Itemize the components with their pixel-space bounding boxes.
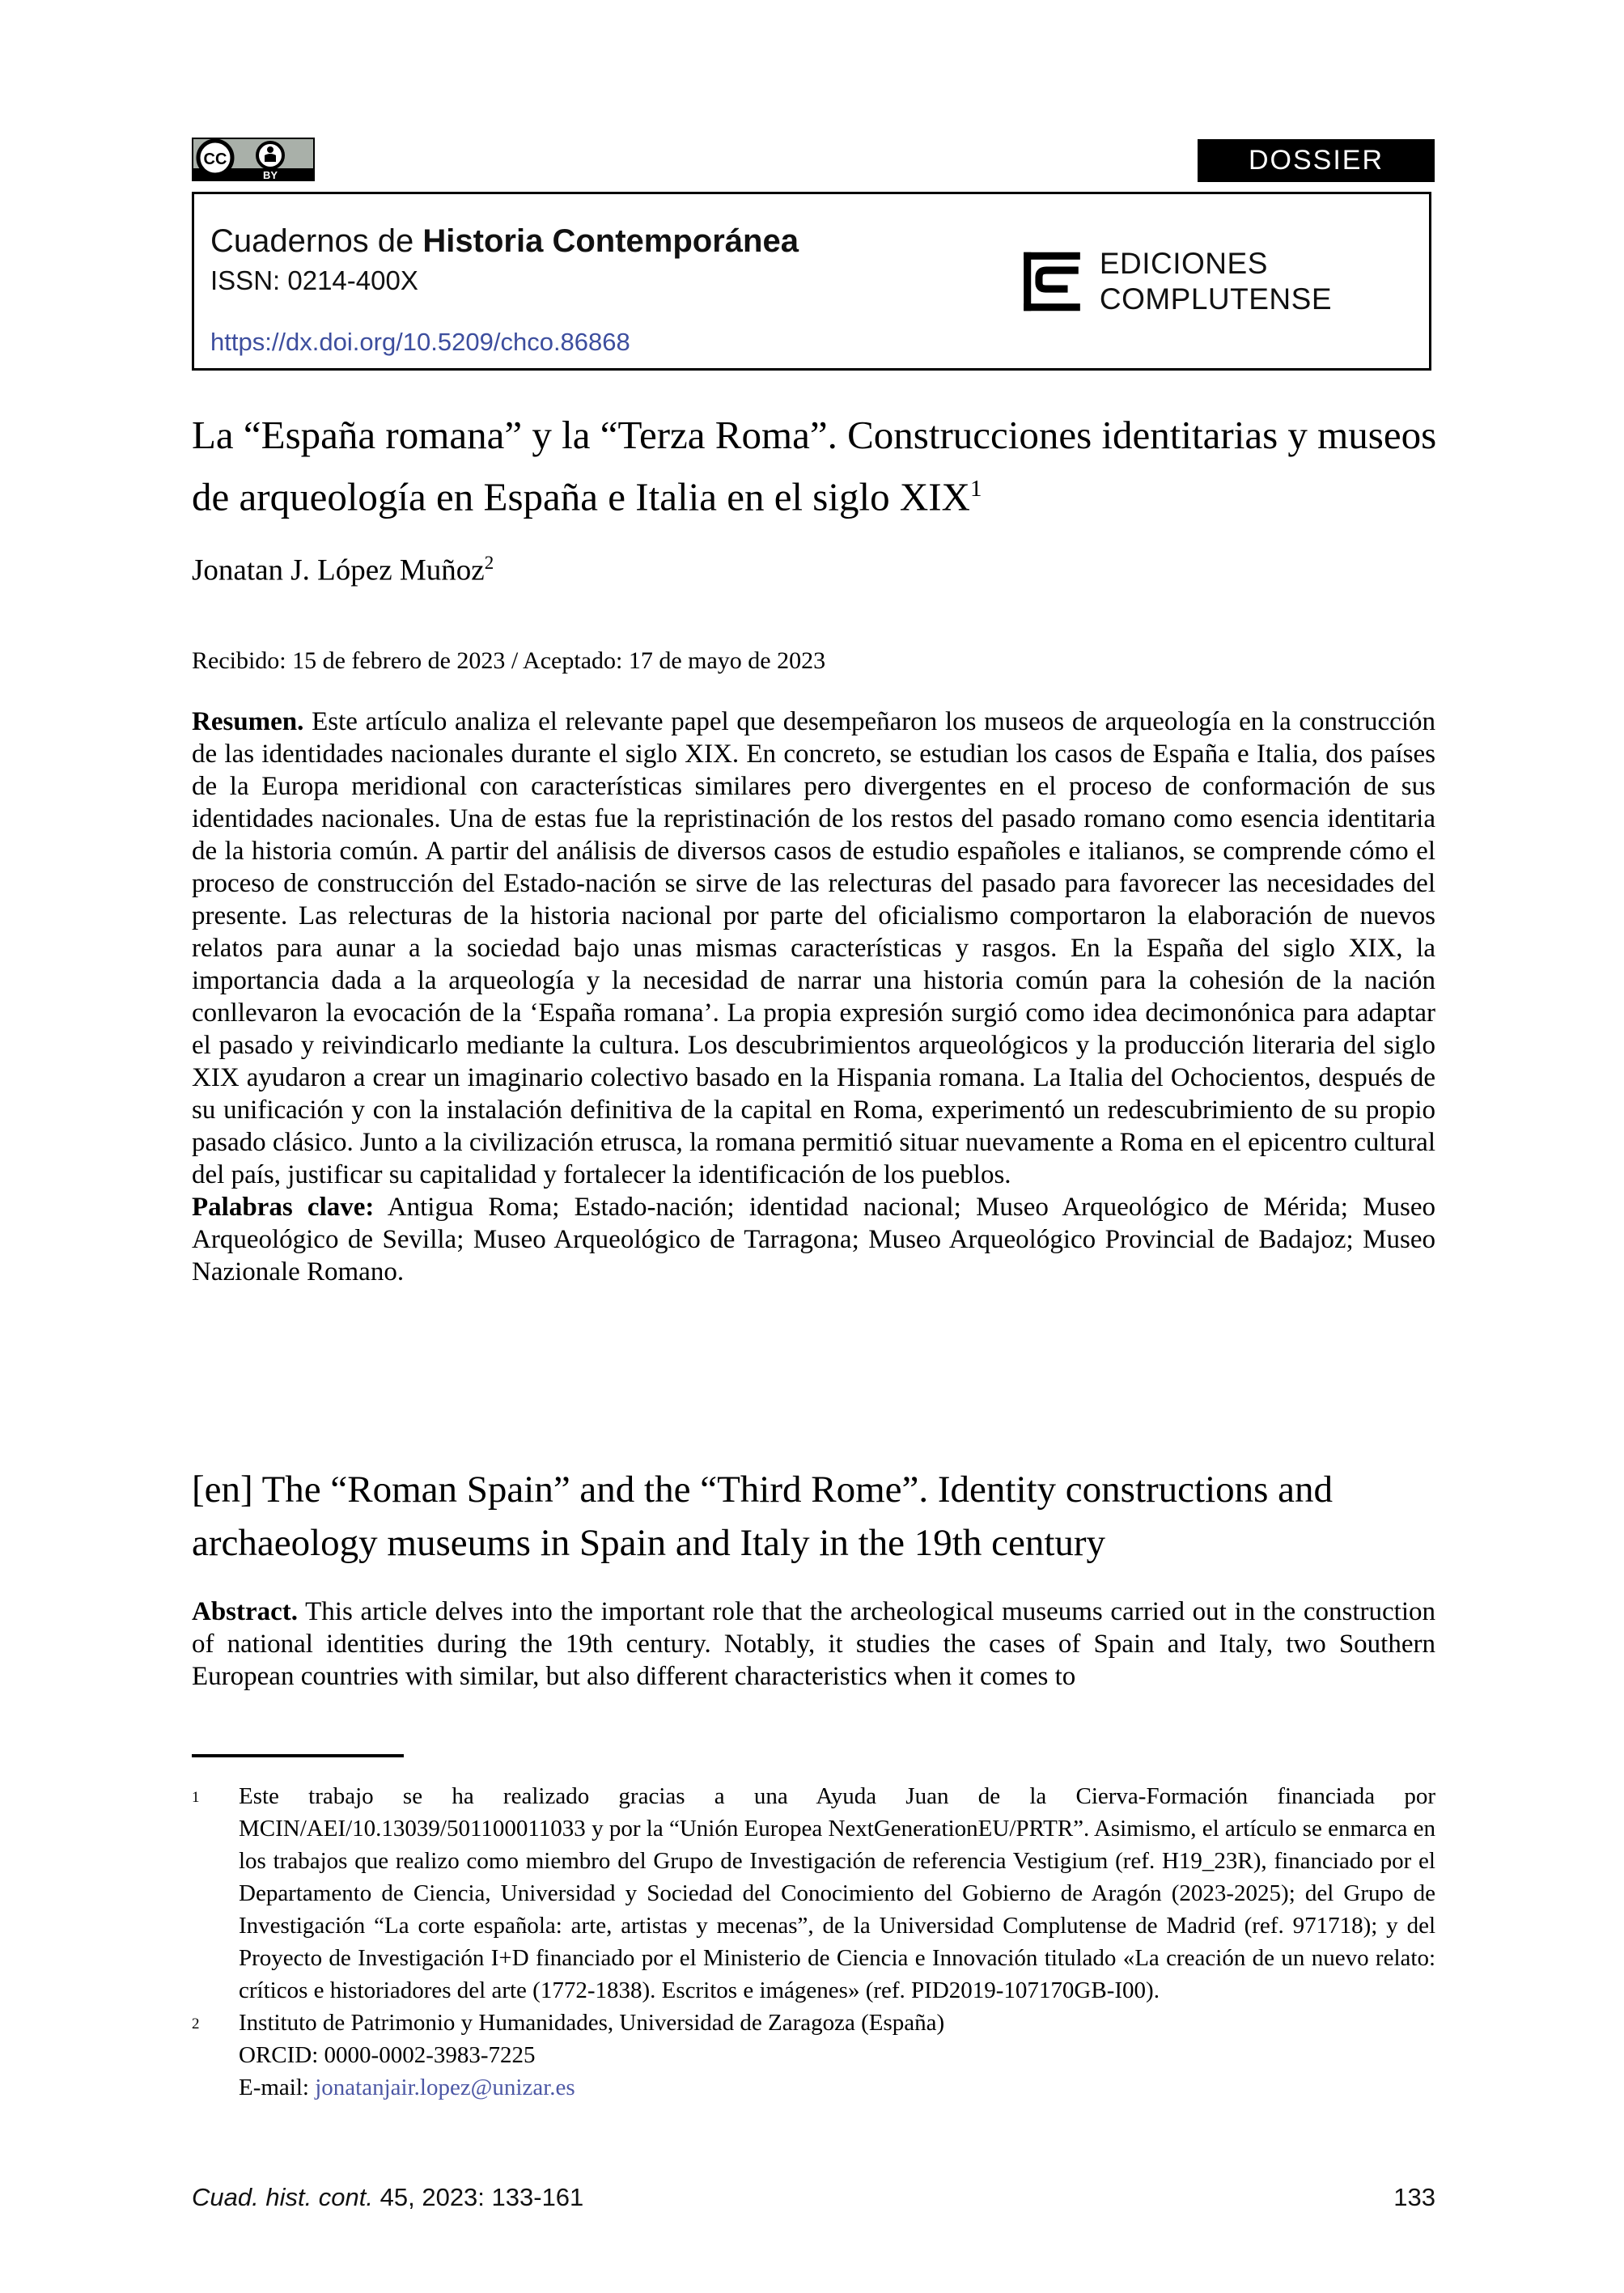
abstract-label: Abstract. xyxy=(192,1597,299,1626)
footnote-1-marker: 1 xyxy=(192,1789,200,1806)
cc-icon xyxy=(198,141,232,175)
orcid-line: ORCID: 0000-0002-3983-7225 xyxy=(239,2042,536,2068)
doi-link[interactable]: https://dx.doi.org/10.5209/chco.86868 xyxy=(210,328,630,356)
english-title: [en] The “Roman Spain” and the “Third Rome”. Identity constructions and archaeology museums in Spain and Italy in the 19th century xyxy=(192,1469,1334,1564)
received-accepted-line: Recibido: 15 de febrero de 2023 / Aceptado: 17 de mayo de 2023 xyxy=(192,647,826,674)
palabras-clave-label: Palabras clave: xyxy=(192,1193,375,1222)
article-title: La “España romana” y la “Terza Roma”. Construcciones identitarias y museos de arqueología en España e Italia en el siglo XIX$^1$ xyxy=(192,413,1437,519)
abstract-paragraph: Abstract. This article delves into the important role that the archeological museums carried out in the construction of national identities during the 19th century. Notably, it studies the cases of Spain and Italy, two Southern European countries with similar, but also different characteristics when it comes to xyxy=(192,1597,1435,1691)
resumen-paragraph: Resumen. Este artículo analiza el relevante papel que desempeñaron los museos de arqueología en la construcción de las identidades nacionales durante el siglo XIX. En concreto, se estudian los casos de España e Italia, dos países de la Europa meridional con características similares pero divergentes en el proceso de conformación de sus identidades nacionales. Una de estas fue la repristinación de los restos del pasado romano como esencia identitaria de la historia común. A partir del análisis de diversos casos de estudio españoles e italianos, se comprende cómo el proceso de construcción del Estado-nación se sirve de las relecturas del pasado para favorecer las necesidades del presente. Las relecturas de la historia nacional por parte del oficialismo comportaron la elaboración de nuevos relatos para aunar a la sociedad bajo unas mismas características y rasgos. En la España del siglo XIX, la importancia dada a la arqueología y la necesidad de narrar una historia común para la cohesión de la nación conllevaron la evocación de la ‘España romana’. La propia expresión surgió como idea decimonónica para adaptar el pasado y reivindicarlo mediante la cultura. Los descubrimientos arqueológicos y la producción literaria del siglo XIX ayudaron a crear un imaginario colectivo basado en la Hispania romana. La Italia del Ochocientos, después de su unificación y con la instalación definitiva de la capital en Roma, experimentó un redescubrimiento de su propio pasado clásico. Junto a la civilización etrusca, la romana permitió situar nuevamente a Roma en el epicentro cultural del país, justificar su capitalidad y fortalecer la identificación de los pueblos. xyxy=(192,707,1435,1189)
attribution-person-icon xyxy=(257,142,283,168)
publisher-name: EDICIONES COMPLUTENSE xyxy=(1099,247,1332,316)
author-footnote-ref: 2 xyxy=(484,553,494,573)
cc-by-license-badge xyxy=(192,138,315,181)
journal-header-box xyxy=(192,192,1431,371)
journal-issn: ISSN: 0214-400X xyxy=(210,265,418,295)
footnote-1-text: Este trabajo se ha realizado gracias a una Ayuda Juan de la Cierva-Formación financiada por MCIN/AEI/10.13039/501100011033 y por la “Unión Europea NextGenerationEU/PRTR”. Asimismo, el artículo se enmarca en los trabajos que realizo como miembro del Grupo de Investigación de referencia Vestigium (ref. H19_23R), financiado por el Departamento de Ciencia, Universidad y Sociedad del Conocimiento del Gobierno de Aragón (2023-2025); del Grupo de Investigación “La corte española: arte, artistas y mecenas”, de la Universidad Complutense de Madrid (ref. 971718); y del Proyecto de Investigación I+D financiado por el Ministerio de Ciencia e Innovación titulado «La creación de un nuevo relato: críticos e historiadores del arte (1772-1838). Escritos e imágenes» (ref. PID2019-107170GB-I00). xyxy=(239,1783,1435,2003)
footnote-2-text xyxy=(239,2007,1435,2104)
footnotes-section xyxy=(192,1780,1435,2104)
affiliation-line: Instituto de Patrimonio y Humanidades, Universidad de Zaragoza (España) xyxy=(239,2010,945,2036)
page-footer xyxy=(192,2183,1435,2212)
footnote-2-marker: 2 xyxy=(192,2015,200,2032)
title-footnote-ref: 1 xyxy=(969,476,982,502)
footnote-1 xyxy=(192,1780,1435,2007)
cc-by-label: BY xyxy=(262,169,278,181)
cc-by-badge-graphic xyxy=(192,138,315,181)
palabras-clave-paragraph: Palabras clave: Antigua Roma; Estado-nación; identidad nacional; Museo Arqueológico de Mérida; Museo Arqueológico de Sevilla; Museo Arqueológico de Tarragona; Museo Arqueológico Provincial de Badajoz; Museo Nazionale Romano. xyxy=(192,1193,1435,1286)
dossier-badge xyxy=(1198,139,1435,182)
page-number: 133 xyxy=(1393,2183,1435,2211)
svg-text:CC: CC xyxy=(203,150,227,168)
journal-name: Cuadernos de Historia Contemporánea xyxy=(210,223,799,259)
email-link[interactable]: jonatanjair.lopez@unizar.es xyxy=(315,2075,575,2100)
dossier-label: DOSSIER xyxy=(1248,145,1384,176)
email-line: E-mail: jonatanjair.lopez@unizar.es xyxy=(239,2075,575,2100)
journal-reference: Cuad. hist. cont. 45, 2023: 133-161 xyxy=(192,2183,584,2211)
author-name: Jonatan J. López Muñoz$^2$ xyxy=(192,553,494,587)
footnote-divider xyxy=(192,1754,404,1757)
resumen-label: Resumen. xyxy=(192,707,304,736)
footnote-2 xyxy=(192,2007,1435,2104)
publisher-block xyxy=(1024,244,1332,319)
abstract-section xyxy=(192,1596,1435,1693)
ediciones-complutense-logo xyxy=(1024,244,1080,319)
resumen-section xyxy=(192,706,1435,1288)
